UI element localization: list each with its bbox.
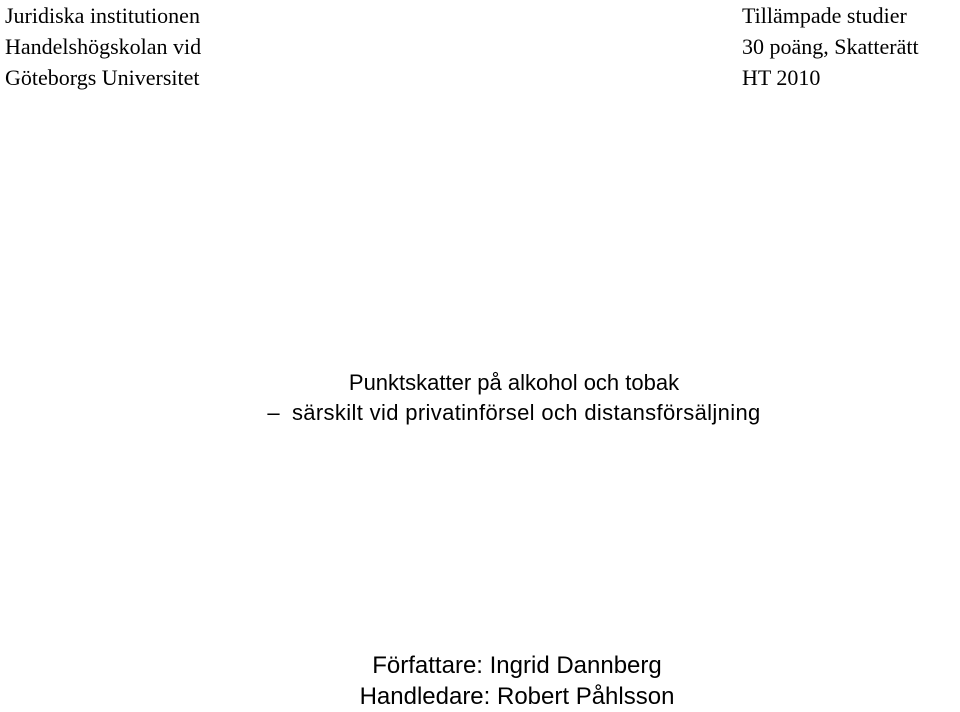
school-name: Handelshögskolan vid [5,34,202,59]
department-name: Juridiska institutionen [5,3,200,28]
author-line: Författare: Ingrid Dannberg [372,652,662,679]
course-header [742,0,919,93]
thesis-subtitle-line [0,398,960,428]
course-type: Tillämpade studier [742,3,907,28]
thesis-subtitle: särskilt vid privatinförsel och distansförsäljning [291,400,761,425]
subtitle-dash: – [267,400,280,425]
thesis-title-block [0,368,960,428]
university-name: Göteborgs Universitet [5,65,200,90]
credits-block [0,650,960,712]
course-term: HT 2010 [742,65,821,90]
supervisor-line: Handledare: Robert Påhlsson [359,683,675,710]
course-credits: 30 poäng, Skatterätt [742,34,919,59]
thesis-title: Punktskatter på alkohol och tobak [348,370,680,395]
institution-header [5,0,201,93]
